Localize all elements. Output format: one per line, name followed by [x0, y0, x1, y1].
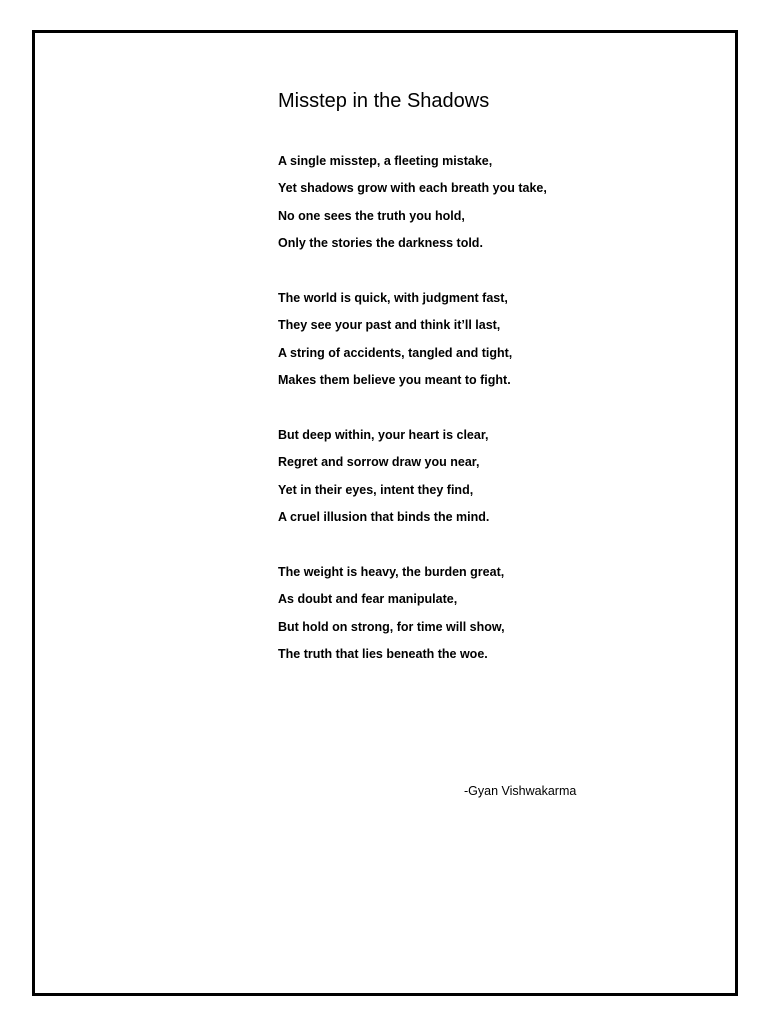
- poem-line: Makes them believe you meant to fight.: [278, 373, 511, 388]
- stanza-4: [278, 560, 608, 670]
- poem-line: The truth that lies beneath the woe.: [278, 647, 488, 662]
- poem-line: The weight is heavy, the burden great,: [278, 564, 505, 579]
- stanza-1: [278, 149, 608, 259]
- poem-body: [278, 149, 608, 697]
- poem-line: Regret and sorrow draw you near,: [278, 455, 480, 470]
- poem-line: Only the stories the darkness told.: [278, 236, 483, 251]
- poem-line: But deep within, your heart is clear,: [278, 427, 489, 442]
- poem-line: The world is quick, with judgment fast,: [278, 290, 508, 305]
- stanza-3: [278, 423, 608, 533]
- poem-line: Yet in their eyes, intent they find,: [278, 482, 474, 497]
- poem-line: A string of accidents, tangled and tight,: [278, 345, 513, 360]
- poem-line: As doubt and fear manipulate,: [278, 592, 458, 607]
- poem-line: They see your past and think it’ll last,: [278, 318, 501, 333]
- stanza-2: [278, 286, 608, 396]
- poem-line: But hold on strong, for time will show,: [278, 619, 505, 634]
- poem-line: Yet shadows grow with each breath you take,: [278, 181, 547, 196]
- poem-title: Misstep in the Shadows: [278, 90, 490, 112]
- poem-line: A cruel illusion that binds the mind.: [278, 510, 490, 525]
- poem-line: No one sees the truth you hold,: [278, 208, 465, 223]
- author-signature: -Gyan Vishwakarma: [464, 784, 577, 798]
- poem-line: A single misstep, a fleeting mistake,: [278, 154, 493, 168]
